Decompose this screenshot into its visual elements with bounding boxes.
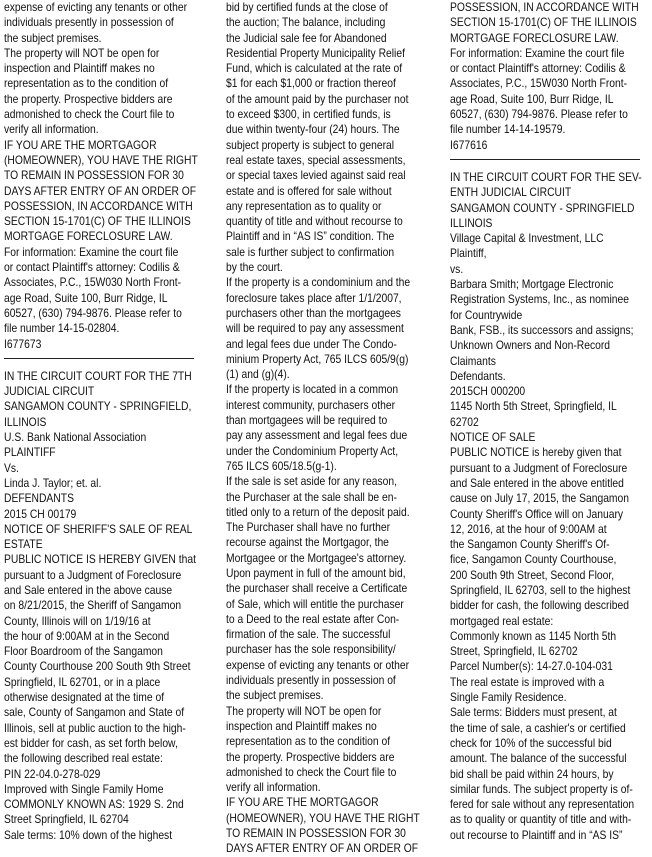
notice-line: pursuant to a Judgment of Foreclosure	[4, 567, 182, 582]
notice-line: Fund, which is calculated at the rate of	[226, 61, 403, 76]
notice-line: County Sheriff's Office will on January	[450, 506, 624, 521]
notice-line: any representation as to quality or	[226, 198, 382, 213]
notice-line: the following described real estate:	[4, 751, 163, 766]
notice-line: NOTICE OF SALE	[450, 430, 536, 445]
notice-line: 12, 2016, at the hour of 9:00AM at	[450, 521, 607, 536]
notice-line: JUDICIAL CIRCUIT	[4, 384, 95, 399]
notice-line: IN THE CIRCUIT COURT FOR THE SEV-	[450, 169, 642, 184]
notice-line: Sale terms: 10% down of the highest	[4, 827, 173, 842]
notice-continuation-14-15-02804	[4, 0, 202, 352]
column-3	[450, 0, 648, 842]
notice-line: amount. The balance of the successful	[450, 751, 627, 766]
notice-line: County, Illinois will on 1/19/16 at	[4, 613, 151, 628]
notice-line: 2015 CH 00179	[4, 506, 77, 521]
notice-line: the property. Prospective bidders are	[226, 749, 395, 764]
notice-line: Claimants	[450, 353, 496, 368]
notice-line: check for 10% of the successful bid	[450, 735, 612, 750]
notice-line: the property. Prospective bidders are	[4, 91, 173, 106]
notice-line: verify all information.	[226, 780, 321, 795]
notice-line: IF YOU ARE THE MORTGAGOR	[4, 137, 157, 152]
notice-line: Plaintiff and in “AS IS” condition. The	[226, 229, 395, 244]
notice-line: representation as to the condition of	[226, 734, 391, 749]
notice-line: age Road, Suite 100, Burr Ridge, IL	[450, 91, 614, 106]
notice-line: The real estate is improved with a	[450, 674, 605, 689]
notice-line: and legal fees due under The Condo-	[226, 336, 397, 351]
notice-line: pay any assessment and legal fees due	[226, 428, 408, 443]
notice-line: Defendants.	[450, 368, 506, 383]
notice-line: the Sangamon County Sheriff's Of-	[450, 537, 610, 552]
notice-line: by the court.	[226, 260, 283, 275]
notice-line: SANGAMON COUNTY - SPRINGFIELD	[450, 200, 635, 215]
notice-line: I677616	[450, 137, 488, 152]
notice-line: (1) and (g)(4).	[226, 367, 290, 382]
notice-line: Street, Springfield, IL 62702	[450, 644, 578, 659]
notice-line: PIN 22-04.0-278-029	[4, 766, 101, 781]
notice-line: sale, County of Sangamon and State of	[4, 705, 185, 720]
notice-line: Floor Boardroom of the Sangamon	[4, 644, 163, 659]
notice-line: est bidder for cash, as set forth below,	[4, 735, 178, 750]
notice-line: under the Condominium Property Act,	[226, 443, 399, 458]
notice-line: DEFENDANTS	[4, 491, 74, 506]
notice-line: County Courthouse 200 South 9th Street	[4, 659, 191, 674]
notice-line: I677673	[4, 336, 42, 351]
notice-line: POSSESSION, IN ACCORDANCE WITH	[450, 0, 639, 14]
notice-line: The Purchaser shall have no further	[226, 520, 391, 535]
notice-line: to exceed $300, in certified funds, is	[226, 107, 391, 122]
notice-line: bid shall be paid within 24 hours, by	[450, 766, 614, 781]
notice-line: pursuant to a Judgment of Foreclosure	[450, 460, 628, 475]
notice-line: recourse against the Mortgagor, the	[226, 535, 389, 550]
notice-line: MORTGAGE FORECLOSURE LAW.	[450, 30, 619, 45]
notice-line: and Sale entered in the above entitled	[450, 475, 624, 490]
notice-line: expense of evicting any tenants or other	[4, 0, 188, 14]
notice-line: If the property is a condominium and the	[226, 275, 411, 290]
notice-line: Parcel Number(s): 14-27.0-104-031	[450, 659, 613, 674]
notice-line: PLAINTIFF	[4, 445, 56, 460]
notice-line: purchaser has the sole responsibility/	[226, 642, 396, 657]
notice-line: IF YOU ARE THE MORTGAGOR	[226, 795, 379, 810]
notice-line: Mortgagee or the Mortgagee's attorney.	[226, 550, 407, 565]
notice-line: mortgaged real estate:	[450, 613, 554, 628]
notice-village-capital-vs-smith	[450, 170, 648, 843]
notice-line: DAYS AFTER ENTRY OF AN ORDER OF	[226, 841, 419, 856]
notice-line: real estate taxes, special assessments,	[226, 152, 406, 167]
notice-line: NOTICE OF SHERIFF'S SALE OF REAL	[4, 521, 193, 536]
notice-line: due within twenty-four (24) hours. The	[226, 122, 400, 137]
notice-line: If the sale is set aside for any reason,	[226, 474, 397, 489]
notice-line: ILLINOIS	[450, 215, 493, 230]
notice-line: quantity of title and without recourse to	[226, 214, 403, 229]
notice-line: the time of sale, a cashier's or certified	[450, 720, 626, 735]
notice-line: admonished to check the Court file to	[226, 764, 397, 779]
notice-line: age Road, Suite 100, Burr Ridge, IL	[4, 290, 168, 305]
notice-line: the hour of 9:00AM at in the Second	[4, 628, 170, 643]
notice-line: individuals presently in possession of	[4, 15, 174, 30]
notice-line: $1 for each $1,000 or fraction thereof	[226, 76, 396, 91]
notice-line: PUBLIC NOTICE is hereby given that	[450, 445, 622, 460]
notice-line: subject property is subject to general	[226, 137, 395, 152]
notice-line: inspection and Plaintiff makes no	[226, 718, 377, 733]
notice-line: Upon payment in full of the amount bid,	[226, 565, 406, 580]
notice-line: bidder for cash, the following described	[450, 598, 629, 613]
notice-line: purchasers other than the mortgagees	[226, 305, 401, 320]
notice-line: similar funds. The subject property is of-	[450, 781, 633, 796]
notice-line: file number 14-14-19579.	[450, 122, 566, 137]
notice-line: U.S. Bank National Association	[4, 430, 147, 445]
notice-line: representation as to the condition of	[4, 76, 169, 91]
notice-line: titled only to a return of the deposit paid.	[226, 504, 410, 519]
notice-line: bid by certified funds at the close of	[226, 0, 388, 14]
notice-line: SANGAMON COUNTY - SPRINGFIELD,	[4, 399, 192, 414]
notice-line: PUBLIC NOTICE IS HEREBY GIVEN that	[4, 552, 196, 567]
notice-line: fered for sale without any representation	[450, 797, 635, 812]
notice-line: estate and is offered for sale without	[226, 183, 392, 198]
notice-divider	[4, 358, 194, 359]
notice-line: 60527, (630) 794-9876. Please refer to	[4, 305, 182, 320]
notice-line: (HOMEOWNER), YOU HAVE THE RIGHT	[226, 810, 420, 825]
notice-line: to a Deed to the real estate after Con-	[226, 611, 400, 626]
notice-line: 200 South 9th Street, Second Floor,	[450, 567, 615, 582]
notice-line: The property will NOT be open for	[4, 45, 160, 60]
notice-line: inspection and Plaintiff makes no	[4, 61, 155, 76]
notice-line: For information: Examine the court file	[4, 244, 179, 259]
notice-line: interest community, purchasers other	[226, 397, 396, 412]
notice-line: Illinois, sell at public auction to the high-	[4, 720, 186, 735]
notice-line: the subject premises.	[4, 30, 102, 45]
notice-line: the Purchaser at the sale shall be en-	[226, 489, 397, 504]
column-1	[4, 0, 202, 842]
notice-line: sale is further subject to confirmation	[226, 244, 395, 259]
notice-line: SECTION 15-1701(C) OF THE ILLINOIS	[450, 15, 637, 30]
notice-line: out recourse to Plaintiff and in “AS IS”	[450, 827, 623, 842]
notice-line: Residential Property Municipality Relief	[226, 45, 405, 60]
notice-line: SECTION 15-1701(C) OF THE ILLINOIS	[4, 214, 191, 229]
notice-line: Commonly known as 1145 North 5th	[450, 628, 617, 643]
notice-line: as to quality or quantity of title and with-	[450, 812, 632, 827]
notice-line: Registration Systems, Inc., as nominee	[450, 292, 629, 307]
notice-line: for Countrywide	[450, 307, 523, 322]
notice-line: fice, Sangamon County Courthouse,	[450, 552, 617, 567]
notice-line: or contact Plaintiff's attorney: Codilis &	[4, 260, 180, 275]
notice-line: file number 14-15-02804.	[4, 321, 120, 336]
notice-line: Linda J. Taylor; et. al.	[4, 475, 102, 490]
notice-line: Vs.	[4, 460, 19, 475]
notice-line: expense of evicting any tenants or other	[226, 657, 410, 672]
notice-line: the auction; The balance, including	[226, 15, 386, 30]
notice-line: Unknown Owners and Non-Record	[450, 338, 611, 353]
notice-line: the purchaser shall receive a Certificate	[226, 581, 408, 596]
notice-divider	[450, 159, 640, 160]
notice-line: For information: Examine the court file	[450, 45, 625, 60]
notice-line: Springfield, IL 62703, sell to the highest	[450, 582, 631, 597]
notice-line: verify all information.	[4, 122, 99, 137]
notice-continuation-14-14-19579	[450, 0, 648, 153]
notice-line: or special taxes levied against said real	[226, 168, 406, 183]
notice-line: Barbara Smith; Mortgage Electronic	[450, 277, 614, 292]
notice-line: 62702	[450, 414, 479, 429]
notice-line: the Judicial sale fee for Abandoned	[226, 30, 387, 45]
notice-line: foreclosure takes place after 1/1/2007,	[226, 290, 402, 305]
notice-line: Springfield, IL 62701, or in a place	[4, 674, 161, 689]
notice-us-bank-vs-taylor-continued	[226, 0, 424, 857]
notice-line: (HOMEOWNER), YOU HAVE THE RIGHT	[4, 152, 198, 167]
notice-line: 1145 North 5th Street, Springfield, IL	[450, 399, 617, 414]
notice-line: POSSESSION, IN ACCORDANCE WITH	[4, 198, 193, 213]
notice-line: Single Family Residence.	[450, 690, 567, 705]
notice-line: minium Property Act, 765 ILCS 605/9(g)	[226, 351, 409, 366]
notice-line: vs.	[450, 261, 464, 276]
notice-line: Village Capital & Investment, LLC	[450, 231, 604, 246]
notice-line: ESTATE	[4, 537, 43, 552]
notice-line: otherwise designated at the time of	[4, 690, 165, 705]
notice-line: TO REMAIN IN POSSESSION FOR 30	[4, 168, 184, 183]
notice-line: Sale terms: Bidders must present, at	[450, 705, 617, 720]
notice-line: the subject premises.	[226, 688, 324, 703]
notice-line: and Sale entered in the above cause	[4, 582, 173, 597]
notice-line: Associates, P.C., 15W030 North Front-	[450, 76, 628, 91]
notice-line: Plaintiff,	[450, 246, 487, 261]
notice-line: than mortgagees will be required to	[226, 413, 388, 428]
notice-line: firmation of the sale. The successful	[226, 627, 391, 642]
notice-line: on 8/21/2015, the Sheriff of Sangamon	[4, 598, 182, 613]
notice-line: of the amount paid by the purchaser not	[226, 91, 409, 106]
notice-line: Improved with Single Family Home	[4, 781, 164, 796]
notice-line: Street Springfield, IL 62704	[4, 812, 129, 827]
notice-line: 765 ILCS 605/18.5(g-1).	[226, 458, 337, 473]
notice-line: Bank, FSB., its successors and assigns;	[450, 322, 634, 337]
notice-line: will be required to pay any assessment	[226, 321, 404, 336]
notice-line: DAYS AFTER ENTRY OF AN ORDER OF	[4, 183, 197, 198]
notice-line: 60527, (630) 794-9876. Please refer to	[450, 107, 628, 122]
notice-line: cause on July 17, 2015, the Sangamon	[450, 491, 630, 506]
notice-line: The property will NOT be open for	[226, 703, 382, 718]
notice-line: TO REMAIN IN POSSESSION FOR 30	[226, 826, 406, 841]
notice-line: IN THE CIRCUIT COURT FOR THE 7TH	[4, 368, 192, 383]
notice-line: individuals presently in possession of	[226, 673, 396, 688]
notice-line: of Sale, which will entitle the purchaser	[226, 596, 404, 611]
notice-line: Associates, P.C., 15W030 North Front-	[4, 275, 182, 290]
notice-line: admonished to check the Court file to	[4, 107, 175, 122]
notice-line: 2015CH 000200	[450, 384, 526, 399]
notice-line: COMMONLY KNOWN AS: 1929 S. 2nd	[4, 797, 184, 812]
notice-line: ENTH JUDICIAL CIRCUIT	[450, 185, 572, 200]
notice-line: MORTGAGE FORECLOSURE LAW.	[4, 229, 173, 244]
notice-line: If the property is located in a common	[226, 382, 399, 397]
notice-line: or contact Plaintiff's attorney: Codilis &	[450, 61, 626, 76]
column-2	[226, 0, 424, 856]
notice-us-bank-vs-taylor	[4, 369, 202, 843]
notice-line: ILLINOIS	[4, 414, 47, 429]
